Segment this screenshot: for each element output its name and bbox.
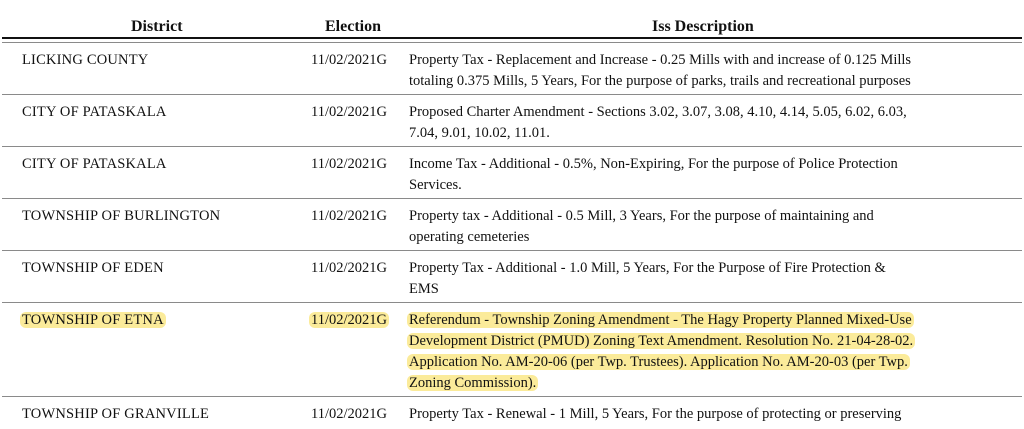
election-cell <box>311 50 387 71</box>
district-text: CITY OF PATASKALA <box>22 104 167 120</box>
election-cell <box>311 154 387 175</box>
description-cell <box>409 310 913 394</box>
description-line: Property Tax - Additional - 1.0 Mill, 5 Years, For the Purpose of Fire Protection & <box>409 260 886 276</box>
district-text: TOWNSHIP OF EDEN <box>22 260 164 276</box>
table-row <box>0 44 1024 96</box>
description-line: Services. <box>409 177 462 193</box>
district-cell <box>22 310 164 331</box>
description-line: operating cemeteries <box>409 229 530 245</box>
election-text: 11/02/2021G <box>311 156 387 172</box>
election-text: 11/02/2021G <box>311 52 387 68</box>
description-line: totaling 0.375 Mills, 5 Years, For the purpose of parks, trails and recreational purposes <box>409 73 911 89</box>
row-separator <box>2 94 1022 95</box>
district-text: LICKING COUNTY <box>22 52 149 68</box>
header-election: Election <box>325 18 381 35</box>
election-cell <box>311 310 387 331</box>
row-separator <box>2 302 1022 303</box>
description-line: Property tax - Additional - 0.5 Mill, 3 Years, For the purpose of maintaining and <box>409 208 874 224</box>
election-cell <box>311 102 387 123</box>
description-line: Zoning Commission). <box>409 375 537 391</box>
district-cell <box>22 206 220 227</box>
election-text: 11/02/2021G <box>311 104 387 120</box>
row-separator <box>2 396 1022 397</box>
election-cell <box>311 206 387 227</box>
description-line: Proposed Charter Amendment - Sections 3.02, 3.07, 3.08, 4.10, 4.14, 5.05, 6.02, 6.03, <box>409 104 907 120</box>
row-separator <box>2 250 1022 251</box>
district-text: TOWNSHIP OF GRANVILLE <box>22 406 210 422</box>
header-description: Iss Description <box>652 18 754 35</box>
header-rule <box>2 37 1022 39</box>
table-row <box>0 398 1024 429</box>
table-row <box>0 148 1024 200</box>
district-cell <box>22 258 164 279</box>
table-header <box>0 16 1024 38</box>
description-line: 7.04, 9.01, 10.02, 11.01. <box>409 125 550 141</box>
table-row <box>0 304 1024 398</box>
election-text: 11/02/2021G <box>311 406 387 422</box>
description-line: Application No. AM-20-06 (per Twp. Trustees). Application No. AM-20-03 (per Twp. <box>409 354 908 370</box>
description-cell <box>409 206 874 248</box>
row-separator <box>2 146 1022 147</box>
table-row <box>0 200 1024 252</box>
district-cell <box>22 102 167 123</box>
district-cell <box>22 404 209 425</box>
district-cell <box>22 50 148 71</box>
election-text: 11/02/2021G <box>311 312 387 328</box>
description-line: Income Tax - Additional - 0.5%, Non-Expiring, For the purpose of Police Protection <box>409 156 898 172</box>
row-separator <box>2 198 1022 199</box>
description-line: Property Tax - Renewal - 1 Mill, 5 Years, For the purpose of protecting or preserving <box>409 406 902 422</box>
district-text: CITY OF PATASKALA <box>22 156 167 172</box>
election-cell <box>311 404 387 425</box>
table-row <box>0 252 1024 304</box>
row-separator <box>2 42 1022 43</box>
description-cell <box>409 50 911 92</box>
district-text: TOWNSHIP OF BURLINGTON <box>22 208 221 224</box>
description-line: EMS <box>409 281 439 297</box>
description-cell <box>409 102 907 144</box>
district-cell <box>22 154 167 175</box>
description-line: Property Tax - Replacement and Increase - 0.25 Mills with and increase of 0.125 Mills <box>409 52 912 68</box>
description-cell <box>409 154 898 196</box>
description-line: Referendum - Township Zoning Amendment - The Hagy Property Planned Mixed-Use <box>409 312 912 328</box>
election-cell <box>311 258 387 279</box>
district-text: TOWNSHIP OF ETNA <box>22 312 164 328</box>
description-cell <box>409 404 901 425</box>
header-district: District <box>131 18 183 35</box>
table-row <box>0 96 1024 148</box>
election-text: 11/02/2021G <box>311 260 387 276</box>
description-line: Development District (PMUD) Zoning Text Amendment. Resolution No. 21-04-28-02. <box>409 333 914 349</box>
election-text: 11/02/2021G <box>311 208 387 224</box>
description-cell <box>409 258 886 300</box>
